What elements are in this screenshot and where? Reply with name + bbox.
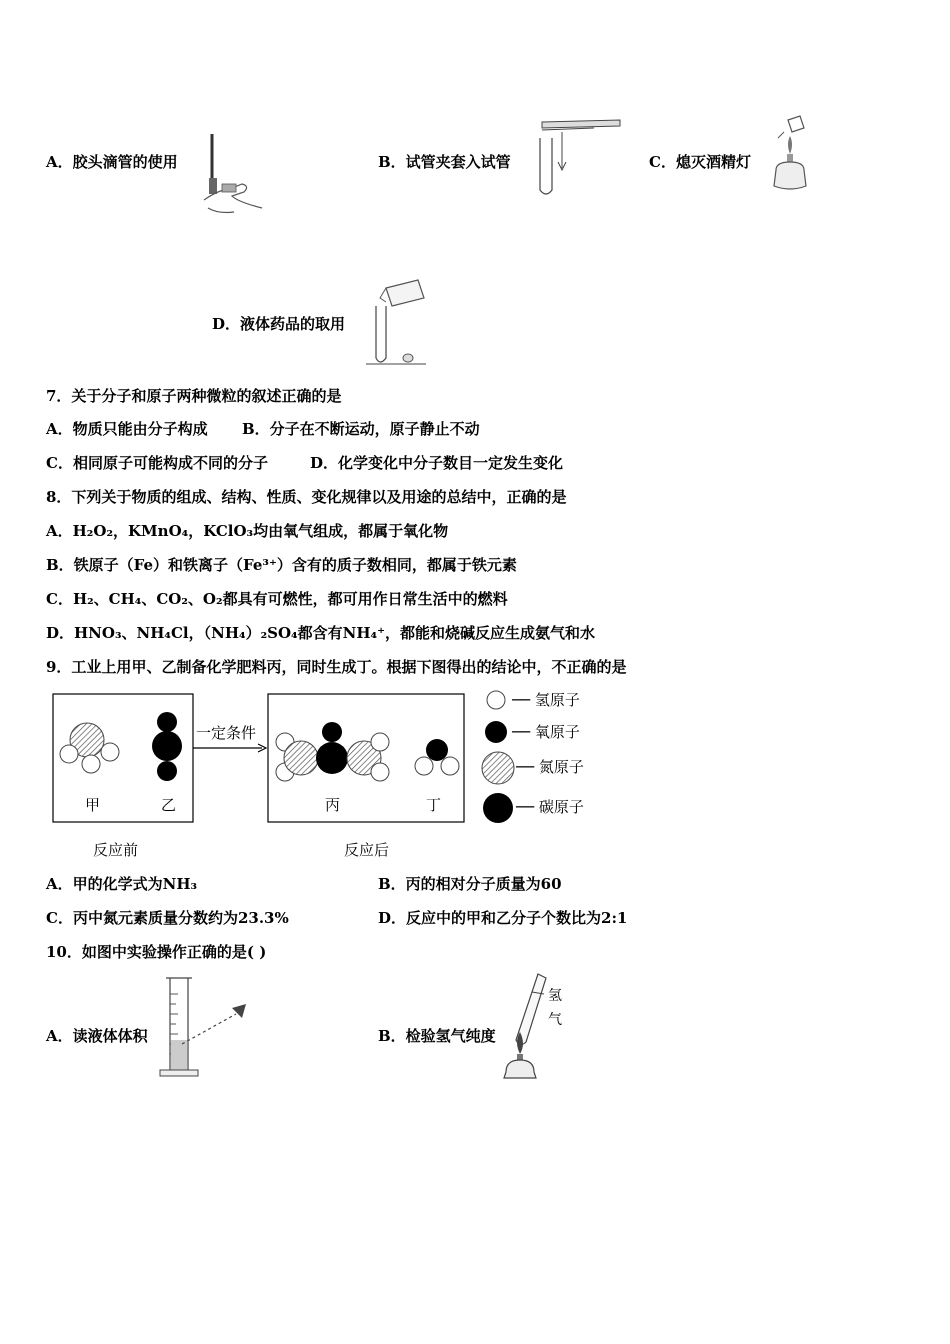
legend-oxygen: ── 氧原子 bbox=[512, 723, 580, 741]
caption-before: 反应前 bbox=[93, 841, 139, 859]
q8-option-c: C．H₂、CH₄、CO₂、O₂都具有可燃性，都可用作日常生活中的燃料 bbox=[46, 590, 508, 608]
test-tube-icon bbox=[540, 138, 552, 194]
alcohol-lamp-icon bbox=[504, 1060, 536, 1078]
reaction-diagram bbox=[50, 686, 610, 866]
q8-option-b: B．铁原子（Fe）和铁离子（Fe³⁺）含有的质子数相同，都属于铁元素 bbox=[46, 556, 517, 574]
legend-carbon: ── 碳原子 bbox=[516, 798, 584, 816]
q6-option-a: A．胶头滴管的使用 bbox=[46, 153, 178, 171]
legend-oxygen-icon bbox=[485, 721, 507, 743]
legend-nitrogen: ── 氮原子 bbox=[516, 758, 584, 776]
q8-stem: 8．下列关于物质的组成、结构、性质、变化规律以及用途的总结中，正确的是 bbox=[46, 488, 567, 506]
test-tube-icon bbox=[376, 306, 386, 362]
q7-option-a: A．物质只能由分子构成 bbox=[46, 420, 208, 438]
dropper-use-figure bbox=[198, 130, 266, 216]
q7-option-d: D．化学变化中分子数目一定发生变化 bbox=[310, 454, 564, 472]
hydrogen-label-1: 氢 bbox=[548, 988, 562, 1004]
q9-option-a: A．甲的化学式为NH₃ bbox=[46, 875, 198, 893]
legend-hydrogen: ── 氢原子 bbox=[512, 691, 580, 709]
legend-nitrogen-icon bbox=[482, 752, 514, 784]
q7-stem: 7．关于分子和原子两种微粒的叙述正确的是 bbox=[46, 387, 342, 405]
reaction-condition: 一定条件 bbox=[196, 724, 257, 742]
q9-option-d: D．反应中的甲和乙分子个数比为2:1 bbox=[378, 909, 628, 927]
q6-option-c: C．熄灭酒精灯 bbox=[649, 153, 751, 171]
q7-option-b: B．分子在不断运动，原子静止不动 bbox=[242, 420, 480, 438]
eye-icon bbox=[232, 1004, 246, 1018]
test-tube-holder-figure bbox=[534, 112, 624, 200]
q9-option-b: B．丙的相对分子质量为60 bbox=[378, 875, 562, 893]
q6-option-b: B．试管夹套入试管 bbox=[378, 153, 511, 171]
liquid-pouring-figure bbox=[366, 276, 432, 368]
caption-after: 反应后 bbox=[344, 841, 390, 859]
q9-stem: 9．工业上用甲、乙制备化学肥料丙，同时生成丁。根据下图得出的结论中，不正确的是 bbox=[46, 658, 627, 676]
alcohol-lamp-icon bbox=[774, 162, 806, 189]
q8-option-a: A．H₂O₂，KMnO₄，KClO₃均由氧气组成，都属于氧化物 bbox=[46, 522, 449, 540]
q8-option-d: D．HNO₃、NH₄Cl，（NH₄）₂SO₄都含有NH₄⁺，都能和烧碱反应生成氨气和水 bbox=[46, 624, 595, 642]
label-ding: 丁 bbox=[426, 796, 442, 814]
q7-option-c: C．相同原子可能构成不同的分子 bbox=[46, 454, 268, 472]
molecule-jia-icon bbox=[60, 723, 119, 773]
legend-hydrogen-icon bbox=[487, 691, 505, 709]
label-bing: 丙 bbox=[325, 796, 341, 814]
dropper-bulb-icon bbox=[209, 178, 217, 194]
bottle-stopper-icon bbox=[403, 354, 413, 362]
alcohol-lamp-figure bbox=[768, 114, 818, 194]
q6-option-d: D．液体药品的取用 bbox=[212, 315, 346, 333]
test-tube-clamp-icon bbox=[542, 120, 620, 128]
lamp-cap-icon bbox=[788, 116, 804, 132]
hydrogen-label-2: 气 bbox=[548, 1012, 562, 1028]
graduated-cylinder-figure bbox=[156, 974, 252, 1084]
flame-icon bbox=[788, 136, 792, 154]
q9-option-c: C．丙中氮元素质量分数约为23.3% bbox=[46, 909, 289, 927]
q10-option-a: A．读液体体积 bbox=[46, 1027, 148, 1045]
label-yi: 乙 bbox=[161, 796, 177, 814]
q10-option-b: B．检验氢气纯度 bbox=[378, 1027, 496, 1045]
q10-stem: 10．如图中实验操作正确的是( ) bbox=[46, 943, 267, 961]
molecule-yi-icon bbox=[152, 712, 182, 781]
label-jia: 甲 bbox=[85, 796, 101, 814]
sight-line bbox=[182, 1014, 236, 1044]
molecule-ding-icon bbox=[415, 739, 459, 775]
hydrogen-test-figure bbox=[500, 972, 580, 1084]
legend-carbon-icon bbox=[483, 793, 513, 823]
reagent-bottle-icon bbox=[386, 280, 424, 306]
molecule-bing-icon bbox=[276, 722, 389, 781]
